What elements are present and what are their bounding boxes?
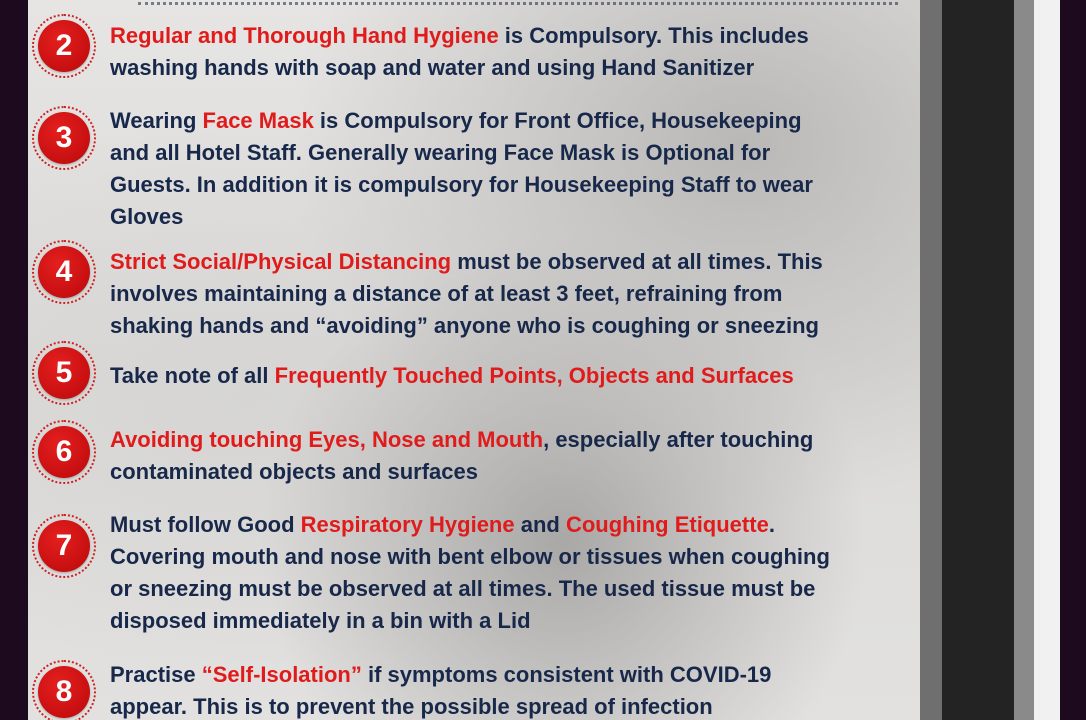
item-line (110, 310, 920, 342)
body-text: and (514, 512, 566, 537)
side-stripe-gray (920, 0, 942, 720)
hygiene-poster (28, 0, 920, 720)
highlight-text: Avoiding touching Eyes, Nose and Mouth (110, 427, 544, 452)
body-text: and all Hotel Staff. Generally wearing Face Mask is Optional for (110, 140, 771, 165)
body-text: shaking hands and “avoiding” anyone who is coughing or sneezing (110, 313, 819, 338)
item-text (110, 659, 920, 720)
body-text: contaminated objects and surfaces (110, 459, 478, 484)
body-text: or sneezing must be observed at all times. The used tissue must be (110, 576, 816, 601)
item-number-badge (32, 514, 96, 578)
item-text (110, 509, 920, 637)
item-number: 4 (38, 246, 90, 298)
body-text: Practise (110, 662, 202, 687)
body-text: Wearing (110, 108, 203, 133)
item-number-badge (32, 240, 96, 304)
item-number: 7 (38, 520, 90, 572)
item-number-badge (32, 420, 96, 484)
item-line (110, 246, 920, 278)
item-number-badge (32, 341, 96, 405)
item-line (110, 20, 920, 52)
item-text (110, 246, 920, 342)
item-line (110, 509, 920, 541)
item-line (110, 691, 920, 720)
body-text: if symptoms consistent with COVID-19 (361, 662, 772, 687)
item-number-badge (32, 106, 96, 170)
highlight-text: Frequently Touched Points, Objects and Surfaces (274, 363, 794, 388)
body-text: . (768, 512, 775, 537)
body-text: Must follow Good (110, 512, 301, 537)
item-number-badge (32, 660, 96, 720)
item-line (110, 169, 920, 201)
body-text: must be observed at all times. This (451, 249, 823, 274)
side-stripe-purple (1060, 0, 1086, 720)
body-text: washing hands with soap and water and using Hand Sanitizer (110, 55, 755, 80)
body-text: Gloves (110, 204, 184, 229)
item-line (110, 424, 920, 456)
highlight-text: Regular and Thorough Hand Hygiene (110, 23, 499, 48)
highlight-text: Respiratory Hygiene (300, 512, 515, 537)
item-line (110, 573, 920, 605)
highlight-text: Coughing Etiquette (565, 512, 769, 537)
highlight-text: Strict Social/Physical Distancing (110, 249, 452, 274)
body-text: is Compulsory. This includes (498, 23, 809, 48)
item-number: 2 (38, 20, 90, 72)
item-number: 8 (38, 666, 90, 718)
item-line (110, 278, 920, 310)
item-number: 5 (38, 347, 90, 399)
side-stripe-dark (942, 0, 1014, 720)
item-number-badge (32, 14, 96, 78)
highlight-text: “Self-Isolation” (201, 662, 362, 687)
item-text (110, 360, 920, 392)
body-text: Take note of all (110, 363, 275, 388)
item-line (110, 201, 920, 233)
body-text: , especially after touching (543, 427, 814, 452)
side-stripe-white (1034, 0, 1060, 720)
highlight-text: Face Mask (202, 108, 314, 133)
item-line (110, 137, 920, 169)
cropped-previous-item (138, 0, 898, 5)
item-text (110, 424, 920, 488)
body-text: involves maintaining a distance of at least 3 feet, refraining from (110, 281, 783, 306)
item-line (110, 105, 920, 137)
item-number: 6 (38, 426, 90, 478)
body-text: disposed immediately in a bin with a Lid (110, 608, 531, 633)
item-line (110, 456, 920, 488)
item-line (110, 52, 920, 84)
item-line (110, 659, 920, 691)
body-text: is Compulsory for Front Office, Housekeeping (313, 108, 802, 133)
item-text (110, 20, 920, 84)
item-text (110, 105, 920, 233)
item-number: 3 (38, 112, 90, 164)
item-line (110, 541, 920, 573)
body-text: Guests. In addition it is compulsory for Housekeeping Staff to wear (110, 172, 813, 197)
body-text: appear. This is to prevent the possible spread of infection (110, 694, 713, 719)
item-line (110, 360, 920, 392)
side-stripe-gray (1014, 0, 1034, 720)
body-text: Covering mouth and nose with bent elbow or tissues when coughing (110, 544, 830, 569)
item-line (110, 605, 920, 637)
